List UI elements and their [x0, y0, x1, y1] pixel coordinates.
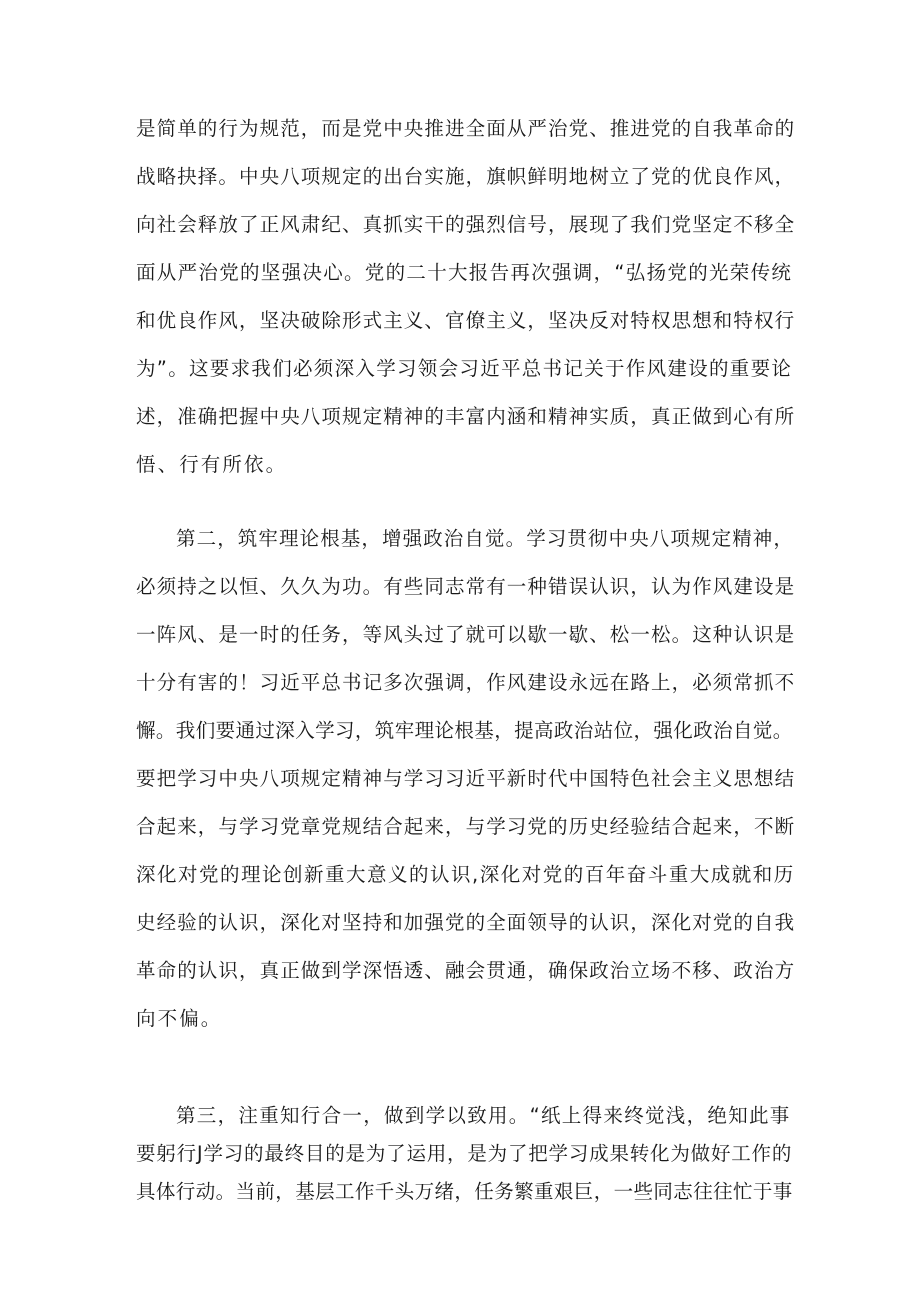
text-line: 面从严治党的坚强决心。党的二十大报告再次强调，“弘扬党的光荣传统 — [136, 261, 793, 284]
text-line: 悟、行有所依。 — [136, 453, 288, 476]
paragraph-third-point — [136, 1097, 796, 1211]
text-line: 要把学习中央八项规定精神与学习习近平新时代中国特色社会主义思想结 — [136, 767, 796, 790]
text-line: 具体行动。当前，基层工作千头万绪，任务繁重艰巨，一些同志往往忙于事 — [136, 1180, 793, 1203]
text-line: 一阵风、是一时的任务，等风头过了就可以歇一歇、松一松。这种认识是 — [136, 623, 796, 646]
text-line: 深化对党的理论创新重大意义的认识,深化对党的百年奋斗重大成就和历 — [136, 863, 795, 886]
text-line: 合起来，与学习党章党规结合起来，与学习党的历史经验结合起来，不断 — [136, 815, 796, 838]
text-line: 史经验的认识，深化对坚持和加强党的全面领导的认识，深化对党的自我 — [136, 911, 796, 934]
text-line: 战略抉择。中央八项规定的出台实施，旗帜鲜明地树立了党的优良作风， — [136, 165, 796, 188]
paragraph-second-point — [136, 515, 796, 1043]
text-line: 和优良作风，坚决破除形式主义、官僚主义，坚决反对特权思想和特权行 — [136, 309, 796, 332]
text-line: 述，准确把握中央八项规定精神的丰富内涵和精神实质，真正做到心有所 — [136, 405, 796, 428]
text-line: 是简单的行为规范，而是党中央推进全面从严治党、推进党的自我革命的 — [136, 117, 796, 140]
text-line: 必须持之以恒、久久为功。有些同志常有一种错误认识，认为作风建设是 — [136, 575, 796, 598]
paragraph-continuation — [136, 105, 796, 489]
text-line: 十分有害的！习近平总书记多次强调，作风建设永远在路上，必须常抓不 — [136, 671, 796, 694]
text-line: 要躬行J学习的最终目的是为了运用，是为了把学习成果转化为做好工作的 — [136, 1142, 793, 1165]
text-line: 向社会释放了正风肃纪、真抓实干的强烈信号，展现了我们党坚定不移全 — [136, 213, 796, 236]
text-line: 第三，注重知行合一，做到学以致用。“纸上得来终觉浅，绝知此事 — [176, 1104, 791, 1127]
text-line: 第二，筑牢理论根基，增强政治自觉。学习贯彻中央八项规定精神， — [176, 527, 795, 550]
text-line: 为”。这要求我们必须深入学习领会习近平总书记关于作风建设的重要论 — [136, 357, 793, 380]
text-line: 革命的认识，真正做到学深悟透、融会贯通，确保政治立场不移、政治方 — [136, 959, 796, 982]
text-line: 懈。我们要通过深入学习，筑牢理论根基，提高政治站位，强化政治自觉。 — [136, 719, 793, 742]
text-line: 向不偏。 — [136, 1007, 223, 1030]
